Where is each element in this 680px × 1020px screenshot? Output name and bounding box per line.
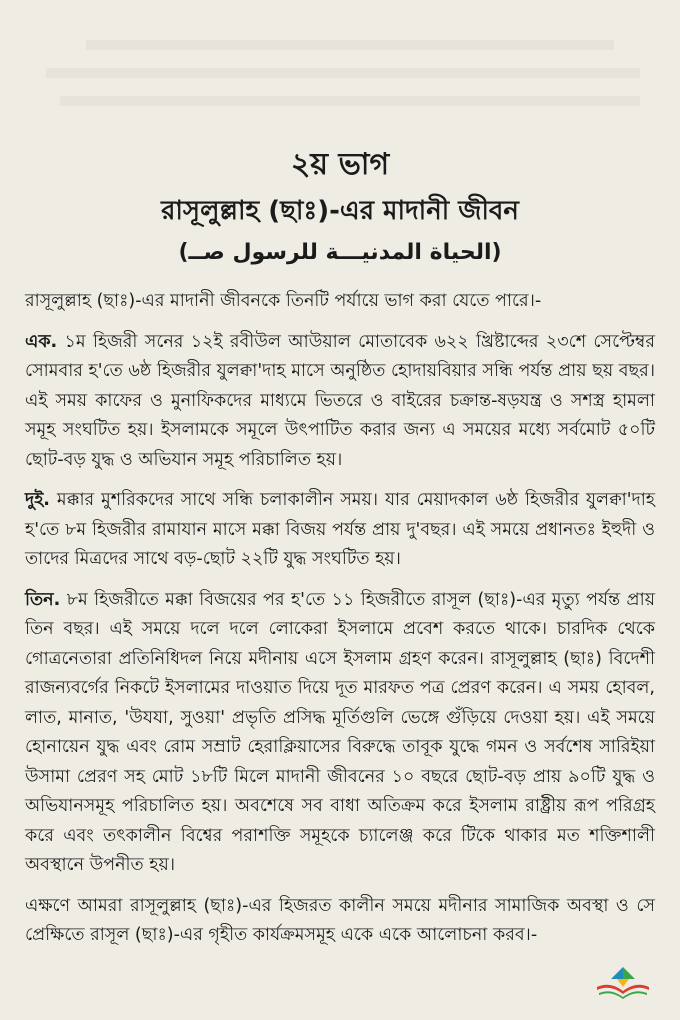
section-lead: তিন. xyxy=(25,589,61,610)
bleed-through-text xyxy=(20,40,680,41)
body-text xyxy=(25,287,655,962)
chapter-title: রাসূলুল্লাহ (ছাঃ)-এর মাদানী জীবন xyxy=(161,196,519,226)
intro-paragraph: রাসূলুল্লাহ (ছাঃ)-এর মাদানী জীবনকে তিনটি পর্যায়ে ভাগ করা যেতে পারে।- xyxy=(25,291,542,311)
section-text: ১ম হিজরী সনের ১২ই রবীউল আউয়াল মোতাবেক ৬২২ খ্রিষ্টাব্দের ২৩শে সেপ্টেম্বর সোমবার হ'তে ৬ষ্ঠ হিজরীর যুলক্বা'দাহ মাসে অনুষ্ঠিত হোদায়বিয়ার সন্ধি পর্যন্ত প্রায় ছয় বছর। এই সময় কাফের ও মুনাফিকদের মাধ্যমে ভিতরে ও বাইরের চক্রান্ত-ষড়যন্ত্র ও সশস্ত্র হামলা সমূহ সংঘটিত হয়। ইসলামকে সমূলে উৎপাটিত করার জন্য এ সময়ের মধ্যে সর্বমোট ৫০টি ছোট-বড় যুদ্ধ ও অভিযান সমূহ পরিচালিত হয়। xyxy=(25,331,655,470)
section-paragraph-1 xyxy=(25,328,655,476)
section-lead: দুই. xyxy=(25,490,50,510)
section-text: মক্কার মুশরিকদের সাথে সন্ধি চলাকালীন সময়। যার মেয়াদকাল ৬ষ্ঠ হিজরীর যুলক্বা'দাহ হ'তে ৮ম হিজরীর রামাযান মাসে মক্কা বিজয় পর্যন্ত প্রায় দু'বছর। এই সময়ে প্রধানতঃ ইহুদী ও তাদের মিত্রদের সাথে বড়-ছোট ২২টি যুদ্ধ সংঘটিত হয়। xyxy=(25,490,655,569)
section-paragraph-2 xyxy=(25,486,655,575)
arabic-title: (الحياة المدنيـــة للرسول صــ) xyxy=(178,240,502,265)
section-lead: এক. xyxy=(25,331,58,352)
publisher-logo-icon xyxy=(595,965,651,999)
section-text: ৮ম হিজরীতে মক্কা বিজয়ের পর হ'তে ১১ হিজরীতে রাসূল (ছাঃ)-এর মৃত্যু পর্যন্ত প্রায় তিন বছর। এই সময়ে দলে দলে লোকেরা ইসলামে প্রবেশ করতে থাকে। চারদিক থেকে গোত্রনেতারা প্রতিনিধিদল নিয়ে মদীনায় এসে ইসলাম গ্রহণ করেন। রাসূলুল্লাহ (ছাঃ) বিদেশী রাজন্যবর্গের নিকটে ইসলামের দাওয়াত দিয়ে দূত মারফত পত্র প্রেরণ করেন। এ সময় হোবল, লাত, মানাত, 'উযযা, সুওয়া' প্রভৃতি প্রসিদ্ধ মূর্তিগুলি ভেঙ্গে গুঁড়িয়ে দেওয়া হয়। এই সময়ে হোনায়েন যুদ্ধ এবং রোম সম্রাট হেরাক্লিয়াসের বিরুদ্ধে তাবূক যুদ্ধে গমন ও সর্বশেষ সারিইয়া উসামা প্রেরণ সহ মোট ১৮টি মিলে মাদানী জীবনের ১০ বছরে ছোট-বড় প্রায় ৯০টি যুদ্ধ ও অভিযানসমূহ পরিচালিত হয়। অবশেষে সব বাধা অতিক্রম করে ইসলাম রাষ্ট্রীয় রূপ পরিগ্রহ করে এবং তৎকালীন বিশ্বের পরাশক্তি সমূহকে চ্যালেঞ্জ করে টিকে থাকার মত শক্তিশালী অবস্থানে উপনীত হয়। xyxy=(25,589,655,875)
part-heading: ২য় ভাগ xyxy=(290,147,390,182)
section-paragraph-3 xyxy=(25,586,655,881)
closing-paragraph: এক্ষণে আমরা রাসূলুল্লাহ (ছাঃ)-এর হিজরত কালীন সময়ে মদীনার সামাজিক অবস্থা ও সে প্রেক্ষিতে রাসূল (ছাঃ)-এর গৃহীত কার্যক্রমসমূহ একে একে আলোচনা করব।- xyxy=(25,895,655,945)
